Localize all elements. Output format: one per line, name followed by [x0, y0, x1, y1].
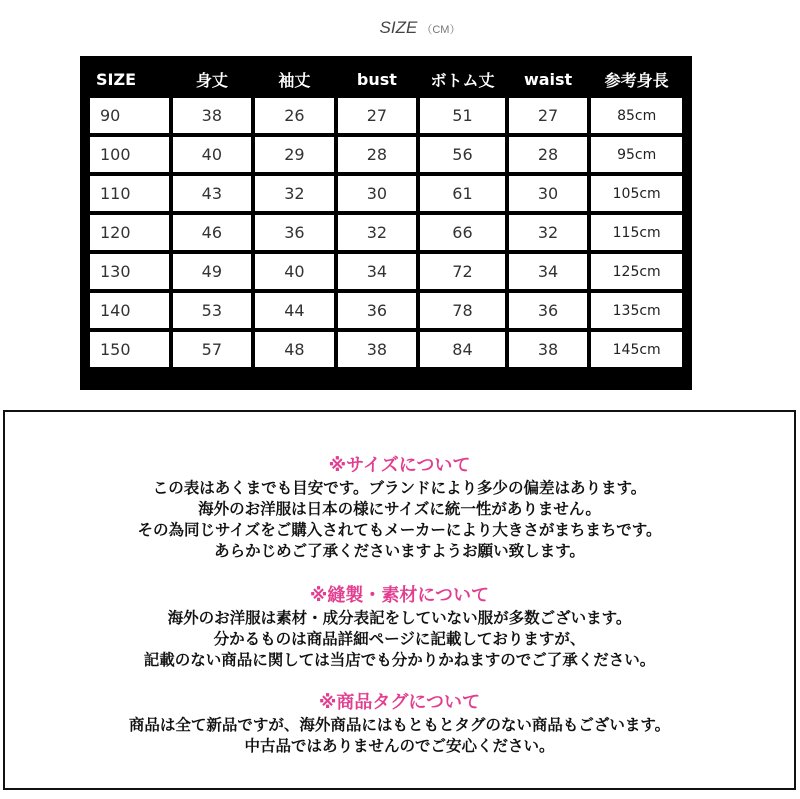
cell-bottom-length: 72	[420, 254, 505, 289]
cell-reference-height: 85cm	[591, 98, 682, 133]
size-table-header-row	[90, 64, 682, 94]
cell-bust: 34	[338, 254, 417, 289]
header-size: SIZE	[90, 64, 169, 94]
cell-reference-height: 115cm	[591, 215, 682, 250]
cell-body-length: 43	[173, 176, 252, 211]
notice-line: あらかじめご了承くださいますようお願い致します。	[214, 542, 585, 560]
cell-bottom-length: 66	[420, 215, 505, 250]
cell-waist: 27	[509, 98, 588, 133]
cell-bust: 36	[338, 293, 417, 328]
notice-line: 海外のお洋服は日本の様にサイズに統一性がありません。	[198, 500, 601, 518]
cell-bust: 32	[338, 215, 417, 250]
cell-bottom-length: 84	[420, 332, 505, 367]
cell-waist: 32	[509, 215, 588, 250]
notice-section-sewing-material	[5, 584, 794, 671]
size-table-frame	[80, 56, 692, 390]
cell-body-length: 57	[173, 332, 252, 367]
cell-body-length: 38	[173, 98, 252, 133]
header-body-length: 身丈	[173, 64, 252, 94]
cell-reference-height: 105cm	[591, 176, 682, 211]
cell-body-length: 46	[173, 215, 252, 250]
notice-line: 海外のお洋服は素材・成分表記をしていない服が多数ございます。	[167, 609, 632, 627]
cell-reference-height: 95cm	[591, 137, 682, 172]
size-chart-title	[0, 18, 800, 38]
cell-bust: 38	[338, 332, 417, 367]
cell-size: 150	[90, 332, 169, 367]
size-table	[86, 60, 686, 371]
size-chart-unit: （CM）	[421, 24, 461, 36]
cell-sleeve-length: 44	[255, 293, 334, 328]
table-row	[90, 176, 682, 211]
table-row	[90, 215, 682, 250]
cell-waist: 36	[509, 293, 588, 328]
cell-size: 140	[90, 293, 169, 328]
notice-line: この表はあくまでも目安です。ブランドにより多少の偏差はあります。	[152, 479, 647, 497]
cell-waist: 30	[509, 176, 588, 211]
notice-section-size	[5, 454, 794, 562]
header-bottom-length: ボトム丈	[420, 64, 505, 94]
header-bust: bust	[338, 64, 417, 94]
cell-bottom-length: 56	[420, 137, 505, 172]
cell-waist: 38	[509, 332, 588, 367]
cell-size: 110	[90, 176, 169, 211]
cell-bottom-length: 78	[420, 293, 505, 328]
cell-sleeve-length: 26	[255, 98, 334, 133]
cell-reference-height: 135cm	[591, 293, 682, 328]
cell-waist: 34	[509, 254, 588, 289]
cell-reference-height: 125cm	[591, 254, 682, 289]
cell-sleeve-length: 29	[255, 137, 334, 172]
header-reference-height: 参考身長	[591, 64, 682, 94]
cell-sleeve-length: 36	[255, 215, 334, 250]
notice-line: その為同じサイズをご購入されてもメーカーにより大きさがまちまちです。	[137, 521, 662, 539]
cell-reference-height: 145cm	[591, 332, 682, 367]
notice-section-product-tag	[5, 691, 794, 757]
cell-bust: 30	[338, 176, 417, 211]
table-row	[90, 254, 682, 289]
cell-sleeve-length: 48	[255, 332, 334, 367]
notice-line: 商品は全て新品ですが、海外商品にはもともとタグのない商品もございます。	[128, 716, 671, 734]
notice-line: 分かるものは商品詳細ページに記載しておりますが、	[213, 630, 586, 648]
cell-body-length: 53	[173, 293, 252, 328]
notice-heading: ※商品タグについて	[318, 692, 481, 713]
cell-sleeve-length: 32	[255, 176, 334, 211]
cell-sleeve-length: 40	[255, 254, 334, 289]
cell-bust: 28	[338, 137, 417, 172]
cell-body-length: 40	[173, 137, 252, 172]
notice-heading: ※サイズについて	[328, 455, 471, 476]
notice-heading: ※縫製・素材について	[309, 585, 490, 606]
size-chart-title-text: SIZE	[379, 18, 418, 37]
cell-waist: 28	[509, 137, 588, 172]
table-row	[90, 332, 682, 367]
cell-size: 130	[90, 254, 169, 289]
cell-size: 120	[90, 215, 169, 250]
header-waist: waist	[509, 64, 588, 94]
cell-bottom-length: 51	[420, 98, 505, 133]
table-row	[90, 98, 682, 133]
notice-box	[3, 410, 796, 790]
cell-bust: 27	[338, 98, 417, 133]
cell-size: 90	[90, 98, 169, 133]
table-row	[90, 137, 682, 172]
header-sleeve-length: 袖丈	[255, 64, 334, 94]
cell-size: 100	[90, 137, 169, 172]
cell-bottom-length: 61	[420, 176, 505, 211]
cell-body-length: 49	[173, 254, 252, 289]
notice-line: 記載のない商品に関しては当店でも分かりかねますのでご了承ください。	[143, 651, 656, 669]
table-row	[90, 293, 682, 328]
notice-line: 中古品ではありませんのでご安心ください。	[244, 737, 555, 755]
